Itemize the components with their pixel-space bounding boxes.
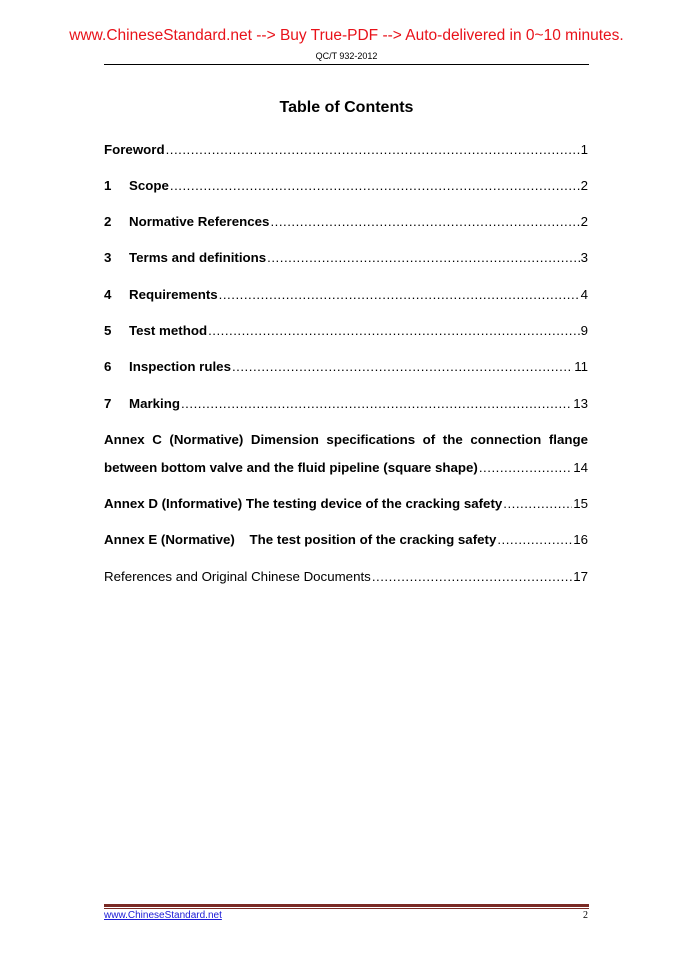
toc-entry-test-method[interactable] [104, 322, 588, 340]
dot-leader [372, 568, 572, 586]
toc-entry-page: 16 [573, 532, 588, 547]
toc-entry-number: 2 [104, 214, 112, 229]
footer-divider [104, 904, 589, 907]
toc-entry-page: 14 [573, 460, 588, 475]
toc-entry-label: between bottom valve and the fluid pipeline (square shape) [104, 460, 478, 475]
toc-entry-normative-references[interactable] [104, 213, 588, 231]
dot-leader [270, 213, 579, 231]
toc-entry-label: References and Original Chinese Documents [104, 569, 371, 584]
toc-entry-number: 1 [104, 178, 112, 193]
toc-entry-number: 7 [104, 396, 112, 411]
dot-leader [219, 286, 580, 304]
toc-entry-annex-e[interactable] [104, 531, 588, 549]
toc-entry-requirements[interactable] [104, 286, 588, 304]
dot-leader [208, 322, 580, 340]
toc-entry-number: 4 [104, 287, 112, 302]
dot-leader [181, 395, 572, 413]
toc-entry-page: 3 [580, 250, 588, 265]
toc-entry-label: Annex D (Informative) The testing device of the cracking safety [104, 496, 503, 511]
dot-leader [503, 495, 572, 513]
dot-leader [232, 358, 573, 376]
toc-entry-inspection-rules[interactable] [104, 358, 588, 376]
dot-leader [497, 531, 572, 549]
toc-entry-number: 3 [104, 250, 112, 265]
dot-leader [267, 249, 579, 267]
toc-entry-number: 6 [104, 359, 112, 374]
dot-leader [166, 141, 580, 159]
toc-entry-annex-d[interactable] [104, 495, 588, 513]
toc-entry-label: Inspection rules [129, 359, 231, 374]
toc-entry-page: 13 [573, 396, 588, 411]
footer-page-number: 2 [583, 910, 588, 921]
toc-entry-terms-and-definitions[interactable] [104, 249, 588, 267]
toc-entry-page: 2 [580, 214, 588, 229]
toc-entry-annex-c[interactable] [104, 459, 588, 477]
toc-entry-page: 4 [580, 287, 588, 302]
toc-entry-number: 5 [104, 323, 112, 338]
toc-entry-label: Foreword [104, 142, 165, 157]
toc-entry-marking[interactable] [104, 395, 588, 413]
dot-leader [170, 177, 580, 195]
promo-banner[interactable]: www.ChineseStandard.net --> Buy True-PDF --> Auto-delivered in 0~10 minutes. [69, 27, 624, 44]
toc-entry-scope[interactable] [104, 177, 588, 195]
toc-entry-label: Requirements [129, 287, 218, 302]
toc-entry-label: Marking [129, 396, 180, 411]
toc-entry-page: 11 [574, 359, 588, 374]
toc-entry-page: 2 [580, 178, 588, 193]
dot-leader [479, 459, 572, 477]
toc-entry-page: 1 [580, 142, 588, 157]
toc-entry-label: Annex E (Normative) The test position of the cracking safety [104, 532, 497, 547]
toc-entry-page: 9 [580, 323, 588, 338]
toc-entry-label: Test method [129, 323, 208, 338]
toc-entry-references[interactable] [104, 568, 588, 586]
footer-divider-thin [104, 908, 589, 909]
footer-website-link[interactable]: www.ChineseStandard.net [104, 910, 222, 921]
toc-entry-label: Normative References [129, 214, 270, 229]
toc-entry-foreword[interactable] [104, 141, 588, 159]
header-divider [104, 64, 589, 65]
toc-entry-page: 15 [573, 496, 588, 511]
toc-title: Table of Contents [279, 99, 414, 116]
toc-entry-label: Terms and definitions [129, 250, 267, 265]
toc-entry-annex-c-line1[interactable]: Annex C (Normative) Dimension specifications of the connection flange [104, 432, 588, 447]
toc-entry-page: 17 [573, 569, 588, 584]
toc-entry-label: Scope [129, 178, 169, 193]
document-code: QC/T 932-2012 [315, 51, 378, 61]
